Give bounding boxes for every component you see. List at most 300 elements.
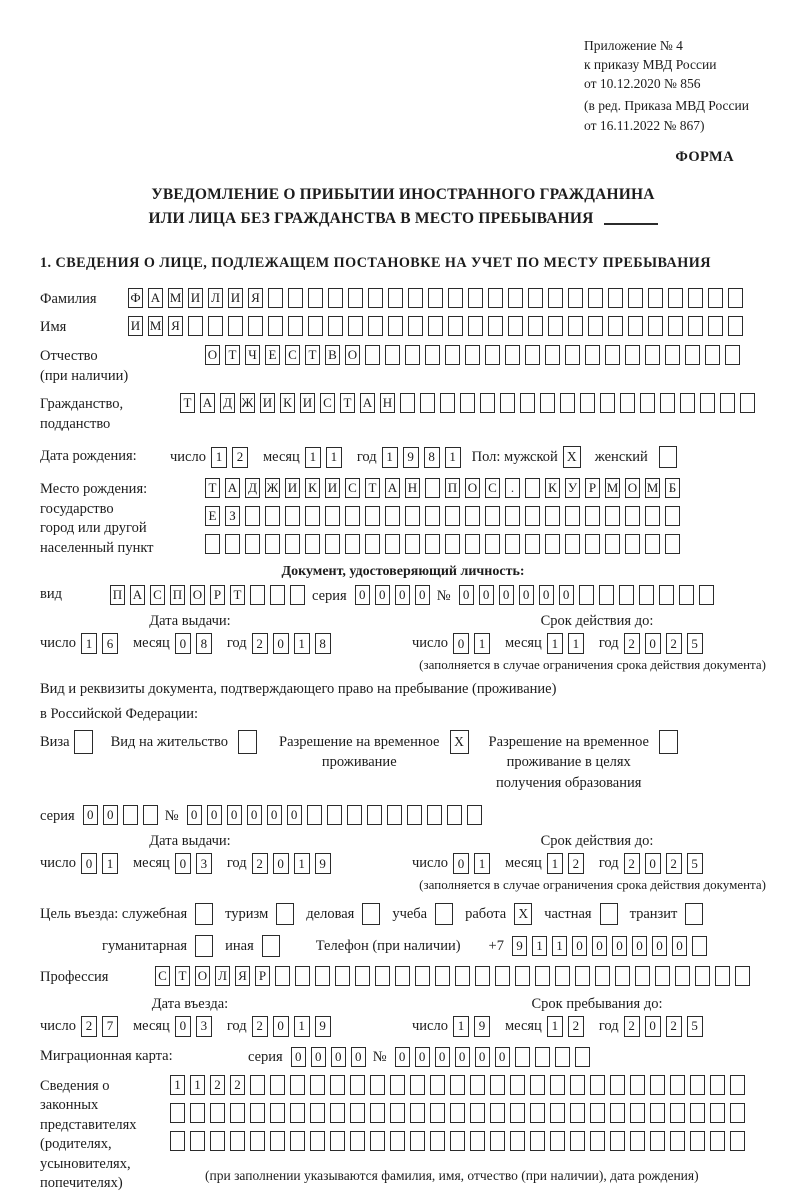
char-box[interactable] <box>665 534 680 554</box>
char-box[interactable] <box>485 534 500 554</box>
char-box[interactable]: 0 <box>273 853 289 874</box>
checkbox-official[interactable] <box>195 903 213 925</box>
char-box[interactable] <box>525 345 540 365</box>
char-box[interactable] <box>528 288 543 308</box>
char-box[interactable]: А <box>200 393 215 413</box>
char-box[interactable]: 1 <box>170 1075 185 1095</box>
char-box[interactable] <box>415 966 430 986</box>
char-box[interactable] <box>510 1075 525 1095</box>
char-box[interactable] <box>520 393 535 413</box>
char-box[interactable] <box>465 506 480 526</box>
char-box[interactable] <box>445 506 460 526</box>
char-box[interactable] <box>408 288 423 308</box>
char-box[interactable]: О <box>195 966 210 986</box>
char-box[interactable] <box>467 805 482 825</box>
char-box[interactable] <box>405 506 420 526</box>
char-box[interactable] <box>250 1103 265 1123</box>
char-box[interactable]: 0 <box>652 936 667 956</box>
char-box[interactable]: 1 <box>326 447 342 468</box>
char-box[interactable]: 2 <box>666 633 682 654</box>
checkbox-study[interactable] <box>435 903 453 925</box>
char-box[interactable]: Т <box>305 345 320 365</box>
char-box[interactable]: 3 <box>196 853 212 874</box>
char-box[interactable] <box>370 1131 385 1151</box>
char-box[interactable] <box>555 1047 570 1067</box>
char-box[interactable]: 0 <box>632 936 647 956</box>
char-box[interactable]: 0 <box>103 805 118 825</box>
char-box[interactable] <box>670 1075 685 1095</box>
char-box[interactable] <box>470 1103 485 1123</box>
char-box[interactable] <box>335 966 350 986</box>
char-box[interactable] <box>445 534 460 554</box>
char-box[interactable] <box>210 1131 225 1151</box>
char-box[interactable] <box>550 1131 565 1151</box>
char-box[interactable] <box>285 534 300 554</box>
char-box[interactable] <box>708 288 723 308</box>
char-box[interactable] <box>505 506 520 526</box>
char-box[interactable] <box>728 288 743 308</box>
char-box[interactable] <box>565 506 580 526</box>
char-box[interactable] <box>308 316 323 336</box>
char-box[interactable]: 1 <box>547 1016 563 1037</box>
char-box[interactable] <box>410 1103 425 1123</box>
char-box[interactable] <box>635 966 650 986</box>
char-box[interactable]: 0 <box>519 585 534 605</box>
char-box[interactable] <box>348 288 363 308</box>
char-box[interactable] <box>560 393 575 413</box>
char-box[interactable]: 0 <box>83 805 98 825</box>
char-box[interactable] <box>580 393 595 413</box>
char-box[interactable] <box>575 966 590 986</box>
char-box[interactable]: 1 <box>568 633 584 654</box>
char-box[interactable] <box>295 966 310 986</box>
char-box[interactable] <box>610 1075 625 1095</box>
char-box[interactable] <box>680 393 695 413</box>
char-box[interactable] <box>645 506 660 526</box>
char-box[interactable]: А <box>130 585 145 605</box>
char-box[interactable]: 0 <box>355 585 370 605</box>
char-box[interactable]: И <box>325 478 340 498</box>
char-box[interactable]: 2 <box>666 1016 682 1037</box>
char-box[interactable] <box>630 1103 645 1123</box>
char-box[interactable]: 1 <box>81 633 97 654</box>
char-box[interactable] <box>143 805 158 825</box>
char-box[interactable]: 9 <box>512 936 527 956</box>
char-box[interactable]: 8 <box>315 633 331 654</box>
char-box[interactable] <box>688 288 703 308</box>
char-box[interactable]: 1 <box>305 447 321 468</box>
char-box[interactable] <box>123 805 138 825</box>
char-box[interactable]: 6 <box>102 633 118 654</box>
char-box[interactable]: 0 <box>415 1047 430 1067</box>
char-box[interactable]: Я <box>168 316 183 336</box>
char-box[interactable]: 0 <box>175 633 191 654</box>
char-box[interactable] <box>645 345 660 365</box>
char-box[interactable] <box>310 1075 325 1095</box>
char-box[interactable]: 0 <box>453 633 469 654</box>
char-box[interactable] <box>525 506 540 526</box>
char-box[interactable] <box>460 393 475 413</box>
char-box[interactable]: 1 <box>211 447 227 468</box>
char-box[interactable] <box>288 288 303 308</box>
char-box[interactable] <box>670 1131 685 1151</box>
char-box[interactable] <box>388 316 403 336</box>
char-box[interactable] <box>540 393 555 413</box>
char-box[interactable]: 9 <box>474 1016 490 1037</box>
char-box[interactable] <box>465 345 480 365</box>
char-box[interactable] <box>425 478 440 498</box>
char-box[interactable]: 0 <box>495 1047 510 1067</box>
char-box[interactable] <box>488 316 503 336</box>
char-box[interactable]: 0 <box>539 585 554 605</box>
char-box[interactable] <box>448 316 463 336</box>
char-box[interactable] <box>625 506 640 526</box>
char-box[interactable] <box>475 966 490 986</box>
char-box[interactable] <box>228 316 243 336</box>
char-box[interactable] <box>500 393 515 413</box>
char-box[interactable] <box>710 1131 725 1151</box>
char-box[interactable]: 1 <box>102 853 118 874</box>
char-box[interactable] <box>405 345 420 365</box>
char-box[interactable]: 9 <box>315 1016 331 1037</box>
char-box[interactable]: К <box>305 478 320 498</box>
char-box[interactable] <box>595 966 610 986</box>
checkbox-private[interactable] <box>600 903 618 925</box>
char-box[interactable] <box>720 393 735 413</box>
char-box[interactable]: П <box>445 478 460 498</box>
char-box[interactable] <box>290 585 305 605</box>
char-box[interactable] <box>190 1131 205 1151</box>
char-box[interactable] <box>355 966 370 986</box>
char-box[interactable]: Н <box>380 393 395 413</box>
char-box[interactable]: Л <box>208 288 223 308</box>
char-box[interactable] <box>275 966 290 986</box>
char-box[interactable] <box>325 534 340 554</box>
char-box[interactable]: Ж <box>265 478 280 498</box>
char-box[interactable] <box>305 534 320 554</box>
char-box[interactable] <box>650 1075 665 1095</box>
char-box[interactable] <box>659 585 674 605</box>
char-box[interactable] <box>530 1103 545 1123</box>
char-box[interactable] <box>390 1103 405 1123</box>
char-box[interactable] <box>485 506 500 526</box>
char-box[interactable] <box>625 534 640 554</box>
char-box[interactable] <box>619 585 634 605</box>
char-box[interactable]: И <box>188 288 203 308</box>
char-box[interactable] <box>710 1103 725 1123</box>
checkbox-temp-residence[interactable]: X <box>450 730 469 754</box>
char-box[interactable]: П <box>170 585 185 605</box>
char-box[interactable] <box>630 1075 645 1095</box>
char-box[interactable] <box>708 316 723 336</box>
char-box[interactable] <box>170 1131 185 1151</box>
char-box[interactable] <box>385 345 400 365</box>
char-box[interactable] <box>310 1131 325 1151</box>
char-box[interactable] <box>668 288 683 308</box>
char-box[interactable] <box>470 1131 485 1151</box>
char-box[interactable]: 8 <box>424 447 440 468</box>
char-box[interactable] <box>670 1103 685 1123</box>
char-box[interactable] <box>545 506 560 526</box>
char-box[interactable] <box>488 288 503 308</box>
char-box[interactable]: 2 <box>232 447 248 468</box>
char-box[interactable]: 1 <box>294 853 310 874</box>
char-box[interactable] <box>447 805 462 825</box>
char-box[interactable]: 5 <box>687 633 703 654</box>
char-box[interactable] <box>325 506 340 526</box>
checkbox-other[interactable] <box>262 935 280 957</box>
char-box[interactable]: 2 <box>666 853 682 874</box>
char-box[interactable] <box>525 534 540 554</box>
char-box[interactable] <box>555 966 570 986</box>
char-box[interactable] <box>568 288 583 308</box>
char-box[interactable]: Б <box>665 478 680 498</box>
char-box[interactable] <box>288 316 303 336</box>
char-box[interactable] <box>570 1075 585 1095</box>
char-box[interactable] <box>435 966 450 986</box>
char-box[interactable]: 0 <box>207 805 222 825</box>
char-box[interactable] <box>505 534 520 554</box>
checkbox-residence-permit[interactable] <box>238 730 257 754</box>
char-box[interactable]: 0 <box>435 1047 450 1067</box>
char-box[interactable] <box>535 966 550 986</box>
char-box[interactable]: . <box>505 478 520 498</box>
char-box[interactable] <box>230 1131 245 1151</box>
char-box[interactable]: С <box>320 393 335 413</box>
char-box[interactable] <box>570 1103 585 1123</box>
checkbox-male[interactable]: X <box>563 446 581 468</box>
char-box[interactable]: Т <box>175 966 190 986</box>
char-box[interactable] <box>700 393 715 413</box>
char-box[interactable] <box>688 316 703 336</box>
char-box[interactable]: М <box>148 316 163 336</box>
char-box[interactable]: 0 <box>479 585 494 605</box>
char-box[interactable] <box>730 1075 745 1095</box>
char-box[interactable]: М <box>605 478 620 498</box>
char-box[interactable]: 2 <box>81 1016 97 1037</box>
char-box[interactable] <box>508 288 523 308</box>
char-box[interactable]: 1 <box>474 853 490 874</box>
char-box[interactable] <box>330 1131 345 1151</box>
char-box[interactable]: 0 <box>273 633 289 654</box>
char-box[interactable]: О <box>205 345 220 365</box>
char-box[interactable] <box>420 393 435 413</box>
char-box[interactable] <box>305 506 320 526</box>
char-box[interactable]: 0 <box>187 805 202 825</box>
char-box[interactable] <box>250 1131 265 1151</box>
char-box[interactable] <box>495 966 510 986</box>
char-box[interactable] <box>625 345 640 365</box>
char-box[interactable] <box>690 1075 705 1095</box>
char-box[interactable]: И <box>300 393 315 413</box>
char-box[interactable] <box>270 1131 285 1151</box>
char-box[interactable]: Ф <box>128 288 143 308</box>
char-box[interactable]: С <box>150 585 165 605</box>
char-box[interactable] <box>588 316 603 336</box>
char-box[interactable] <box>692 936 707 956</box>
char-box[interactable] <box>268 288 283 308</box>
char-box[interactable]: 2 <box>624 633 640 654</box>
char-box[interactable]: Д <box>220 393 235 413</box>
char-box[interactable] <box>310 1103 325 1123</box>
checkbox-visa[interactable] <box>74 730 93 754</box>
char-box[interactable] <box>370 1075 385 1095</box>
char-box[interactable] <box>170 1103 185 1123</box>
char-box[interactable] <box>245 534 260 554</box>
char-box[interactable] <box>428 316 443 336</box>
char-box[interactable] <box>508 316 523 336</box>
char-box[interactable]: О <box>345 345 360 365</box>
char-box[interactable] <box>270 585 285 605</box>
char-box[interactable]: К <box>280 393 295 413</box>
char-box[interactable] <box>648 316 663 336</box>
char-box[interactable]: К <box>545 478 560 498</box>
checkbox-temp-residence-education[interactable] <box>659 730 678 754</box>
char-box[interactable] <box>400 393 415 413</box>
char-box[interactable] <box>327 805 342 825</box>
char-box[interactable] <box>600 393 615 413</box>
char-box[interactable]: 1 <box>547 853 563 874</box>
char-box[interactable]: 1 <box>382 447 398 468</box>
char-box[interactable] <box>368 288 383 308</box>
char-box[interactable] <box>605 534 620 554</box>
char-box[interactable]: 0 <box>287 805 302 825</box>
char-box[interactable]: 2 <box>568 1016 584 1037</box>
char-box[interactable] <box>585 345 600 365</box>
char-box[interactable]: Л <box>215 966 230 986</box>
char-box[interactable]: Е <box>265 345 280 365</box>
char-box[interactable] <box>210 1103 225 1123</box>
char-box[interactable]: А <box>225 478 240 498</box>
char-box[interactable] <box>330 1075 345 1095</box>
char-box[interactable]: 0 <box>645 633 661 654</box>
char-box[interactable]: Я <box>248 288 263 308</box>
char-box[interactable] <box>545 534 560 554</box>
char-box[interactable] <box>410 1075 425 1095</box>
char-box[interactable] <box>365 506 380 526</box>
char-box[interactable]: Д <box>245 478 260 498</box>
char-box[interactable]: 9 <box>403 447 419 468</box>
char-box[interactable] <box>730 1103 745 1123</box>
char-box[interactable]: 0 <box>273 1016 289 1037</box>
char-box[interactable]: В <box>325 345 340 365</box>
char-box[interactable] <box>715 966 730 986</box>
char-box[interactable]: 0 <box>612 936 627 956</box>
char-box[interactable] <box>388 288 403 308</box>
char-box[interactable] <box>350 1075 365 1095</box>
char-box[interactable] <box>250 585 265 605</box>
char-box[interactable] <box>515 966 530 986</box>
char-box[interactable]: Е <box>205 506 220 526</box>
char-box[interactable] <box>345 506 360 526</box>
char-box[interactable] <box>410 1131 425 1151</box>
char-box[interactable]: У <box>565 478 580 498</box>
char-box[interactable] <box>605 345 620 365</box>
checkbox-business[interactable] <box>362 903 380 925</box>
char-box[interactable]: 8 <box>196 633 212 654</box>
char-box[interactable] <box>308 288 323 308</box>
char-box[interactable] <box>735 966 750 986</box>
char-box[interactable] <box>290 1103 305 1123</box>
char-box[interactable] <box>640 393 655 413</box>
char-box[interactable] <box>590 1075 605 1095</box>
char-box[interactable]: 0 <box>455 1047 470 1067</box>
char-box[interactable]: И <box>228 288 243 308</box>
char-box[interactable] <box>550 1075 565 1095</box>
char-box[interactable] <box>655 966 670 986</box>
char-box[interactable]: 0 <box>395 1047 410 1067</box>
char-box[interactable] <box>350 1103 365 1123</box>
char-box[interactable] <box>250 1075 265 1095</box>
char-box[interactable]: Р <box>210 585 225 605</box>
char-box[interactable] <box>515 1047 530 1067</box>
char-box[interactable]: Ж <box>240 393 255 413</box>
char-box[interactable]: 5 <box>687 853 703 874</box>
char-box[interactable]: 1 <box>294 633 310 654</box>
char-box[interactable]: Р <box>585 478 600 498</box>
char-box[interactable] <box>525 478 540 498</box>
char-box[interactable] <box>427 805 442 825</box>
char-box[interactable] <box>408 316 423 336</box>
char-box[interactable] <box>505 345 520 365</box>
char-box[interactable]: А <box>385 478 400 498</box>
char-box[interactable]: 0 <box>572 936 587 956</box>
char-box[interactable] <box>405 534 420 554</box>
char-box[interactable] <box>575 1047 590 1067</box>
char-box[interactable] <box>668 316 683 336</box>
char-box[interactable] <box>639 585 654 605</box>
char-box[interactable] <box>608 288 623 308</box>
char-box[interactable] <box>225 534 240 554</box>
char-box[interactable] <box>290 1075 305 1095</box>
char-box[interactable] <box>590 1103 605 1123</box>
char-box[interactable] <box>585 506 600 526</box>
char-box[interactable]: 0 <box>175 853 191 874</box>
char-box[interactable]: 0 <box>267 805 282 825</box>
char-box[interactable]: 2 <box>624 853 640 874</box>
char-box[interactable] <box>690 1131 705 1151</box>
char-box[interactable] <box>345 534 360 554</box>
char-box[interactable] <box>387 805 402 825</box>
char-box[interactable]: 0 <box>592 936 607 956</box>
char-box[interactable]: 2 <box>568 853 584 874</box>
char-box[interactable] <box>450 1075 465 1095</box>
char-box[interactable]: Ч <box>245 345 260 365</box>
char-box[interactable] <box>290 1131 305 1151</box>
char-box[interactable] <box>610 1103 625 1123</box>
char-box[interactable] <box>407 805 422 825</box>
char-box[interactable]: 1 <box>552 936 567 956</box>
char-box[interactable] <box>588 288 603 308</box>
char-box[interactable] <box>470 1075 485 1095</box>
char-box[interactable] <box>599 585 614 605</box>
char-box[interactable]: 2 <box>252 853 268 874</box>
char-box[interactable] <box>448 288 463 308</box>
char-box[interactable] <box>390 1131 405 1151</box>
char-box[interactable] <box>330 1103 345 1123</box>
char-box[interactable] <box>385 534 400 554</box>
char-box[interactable]: О <box>625 478 640 498</box>
char-box[interactable] <box>679 585 694 605</box>
char-box[interactable]: М <box>645 478 660 498</box>
char-box[interactable] <box>315 966 330 986</box>
char-box[interactable]: Т <box>230 585 245 605</box>
char-box[interactable] <box>530 1131 545 1151</box>
char-box[interactable] <box>608 316 623 336</box>
char-box[interactable]: 0 <box>175 1016 191 1037</box>
char-box[interactable] <box>485 345 500 365</box>
char-box[interactable] <box>570 1131 585 1151</box>
